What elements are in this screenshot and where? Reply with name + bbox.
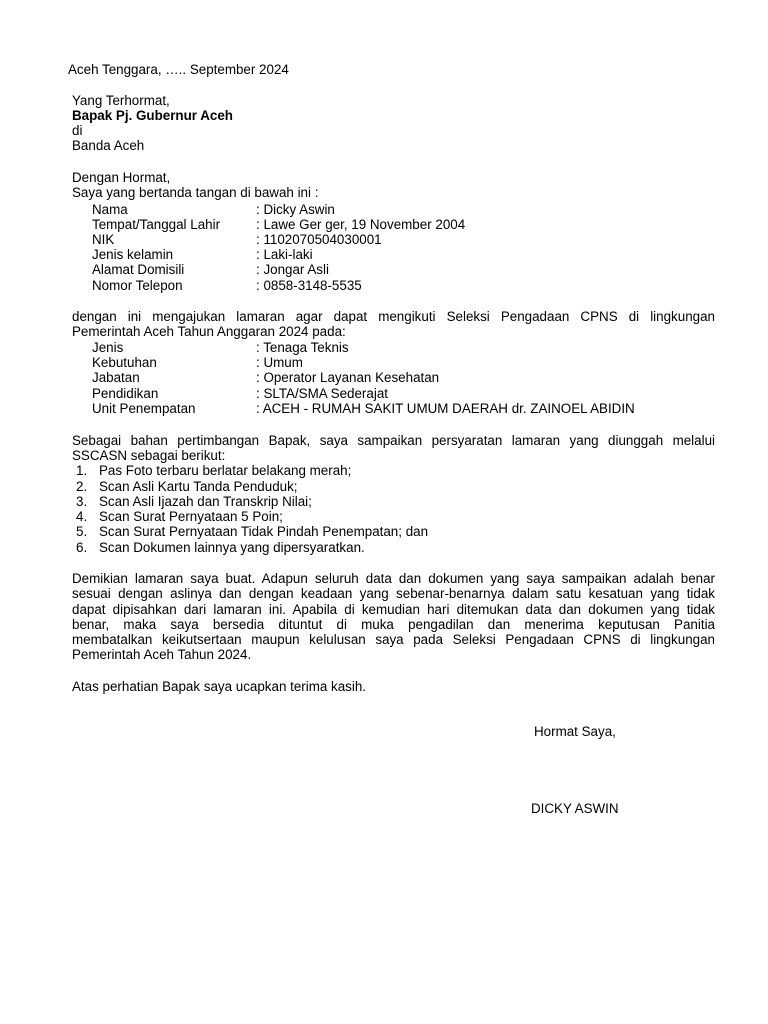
requirements-paragraph: [72, 433, 715, 464]
field-value: : Lawe Ger ger, 19 November 2004: [256, 217, 466, 232]
field-label: Nama: [92, 202, 128, 217]
closing-line: Pemerintah Aceh Tahun 2024.: [72, 647, 252, 663]
field-value: : Umum: [256, 355, 303, 370]
place-date: Aceh Tenggara, ….. September 2024: [68, 62, 289, 77]
closing-line: Demikian lamaran saya buat. Adapun seluruh data dan dokumen yang saya sampaikan adalah benar: [72, 571, 715, 586]
field-value: : SLTA/SMA Sederajat: [256, 386, 388, 401]
application-line-1: dengan ini mengajukan lamaran agar dapat mengikuti Seleksi Pengadaan CPNS di lingkungan: [72, 309, 715, 324]
field-label: Jenis: [92, 340, 124, 355]
requirements-line-2: SSCASN sebagai berikut:: [72, 448, 226, 464]
field-label: Jenis kelamin: [92, 247, 174, 262]
field-label: Kebutuhan: [92, 355, 157, 370]
field-label: Jabatan: [92, 370, 140, 385]
field-label: NIK: [92, 232, 115, 247]
closing-line: membatalkan keikutsertaan maupun kelulusan saya pada Seleksi Pengadaan CPNS di lingkungan: [72, 632, 715, 648]
closing-line: benar, maka saya bersedia dituntut di muka pengadilan dan menerima keputusan Panitia: [72, 616, 715, 632]
field-value: : Dicky Aswin: [256, 202, 335, 217]
recipient-salutation: Yang Terhormat,: [72, 93, 170, 108]
field-value: : Jongar Asli: [256, 262, 329, 277]
field-value: : ACEH - RUMAH SAKIT UMUM DAERAH dr. ZAINOEL ABIDIN: [256, 401, 635, 416]
recipient-city: Banda Aceh: [72, 138, 145, 153]
field-value: : Laki-laki: [256, 247, 313, 262]
application-line-2: Pemerintah Aceh Tahun Anggaran 2024 pada:: [72, 324, 346, 340]
closing-line: dapat dipisahkan dari lamaran ini. Apabila di kemudian hari ditemukan data dan dokumen yang tidak: [72, 601, 715, 617]
field-label: Alamat Domisili: [92, 262, 185, 277]
field-label: Pendidikan: [92, 386, 159, 401]
thanks-text: Atas perhatian Bapak saya ucapkan terima kasih.: [72, 679, 367, 694]
field-label: Tempat/Tanggal Lahir: [92, 217, 221, 232]
field-value: : 0858-3148-5535: [256, 278, 362, 293]
sign-off: Hormat Saya,: [534, 724, 616, 739]
application-paragraph: [72, 309, 715, 340]
signatory-name: DICKY ASWIN: [531, 801, 619, 816]
closing-line: sesuai dengan aslinya dan dengan keadaan yang sebenar-benarnya dalam satu kesatuan yang tidak: [72, 586, 715, 602]
field-value: : Operator Layanan Kesehatan: [256, 370, 440, 385]
field-value: : 1102070504030001: [256, 232, 382, 247]
greeting: Dengan Hormat,: [72, 170, 171, 185]
requirements-line-1: Sebagai bahan pertimbangan Bapak, saya sampaikan persyaratan lamaran yang diunggah melalui: [72, 433, 715, 448]
recipient-at: di: [72, 123, 83, 138]
recipient-name: Bapak Pj. Gubernur Aceh: [72, 108, 233, 123]
closing-paragraph: [72, 571, 715, 663]
field-label: Nomor Telepon: [92, 278, 183, 293]
intro-text: Saya yang bertanda tangan di bawah ini :: [72, 185, 319, 200]
field-label: Unit Penempatan: [92, 401, 196, 416]
field-value: : Tenaga Teknis: [256, 340, 349, 355]
